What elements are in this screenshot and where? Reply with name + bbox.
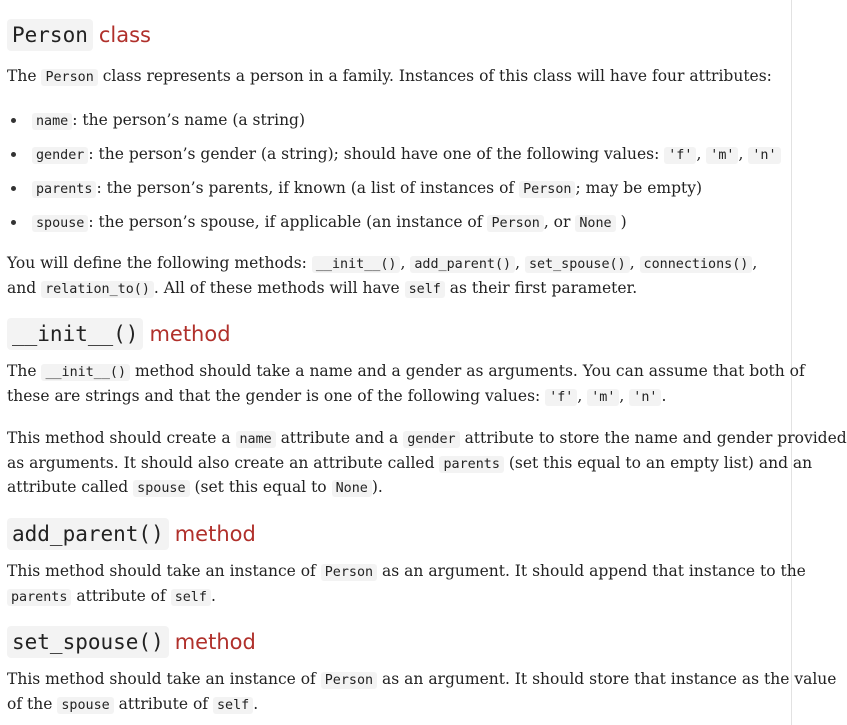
init-paragraph-2: This method should create a name attribute and a gender attribute to store the name and gender provided as arguments. It should also create an attribute called parents (set this equal to an empty list) and an attribute called spouse (set this equal to None ). (7, 429, 847, 496)
methods-paragraph: You will define the following methods: __init__() , add_parent() , set_spouse() , connections() , and relation_to() . All of these methods will have self as their first parameter. (7, 254, 758, 297)
list-item: parents : the person’s parents, if known (a list of instances of Person ; may be empty) (7, 174, 781, 208)
heading-word: method (174, 630, 256, 654)
list-item: spouse : the person’s spouse, if applicable (an instance of Person , or None ) (7, 208, 781, 242)
heading-code: __init__() (7, 318, 143, 350)
inline-code: gender (32, 147, 88, 164)
inline-code: __init__() (41, 364, 130, 381)
inline-code: add_parent() (410, 256, 515, 273)
heading-word: method (149, 322, 231, 346)
inline-code: Person (321, 564, 377, 581)
init-paragraph-1: The __init__() method should take a name and a gender as arguments. You can assume that both of these are strings and that the gender is one of the following values: 'f' , 'm' , 'n' . (7, 362, 805, 405)
inline-code: spouse (57, 697, 113, 714)
heading-code: set_spouse() (7, 626, 169, 658)
inline-code: 'f' (545, 389, 577, 406)
inline-code: None (575, 215, 615, 232)
inline-code: Person (519, 181, 575, 198)
inline-code: 'n' (629, 389, 661, 406)
inline-code: parents (32, 181, 96, 198)
inline-code: set_spouse() (525, 256, 630, 273)
inline-code: 'm' (587, 389, 619, 406)
bullet-icon (11, 152, 16, 157)
bullet-icon (11, 186, 16, 191)
inline-code: 'm' (706, 147, 738, 164)
inline-code: __init__() (312, 256, 401, 273)
inline-code: self (171, 589, 211, 606)
heading-word: method (174, 522, 256, 546)
inline-code: parents (439, 456, 503, 473)
inline-code: name (32, 113, 72, 130)
inline-code: parents (7, 589, 71, 606)
inline-code: spouse (32, 215, 88, 232)
inline-code: 'f' (664, 147, 696, 164)
inline-code: relation_to() (41, 281, 154, 298)
list-item: name : the person’s name (a string) (7, 106, 781, 140)
inline-code: spouse (133, 480, 189, 497)
inline-code: self (405, 281, 445, 298)
inline-code: Person (487, 215, 543, 232)
heading-code: Person (7, 19, 93, 51)
inline-code: 'n' (748, 147, 780, 164)
inline-code: self (213, 697, 253, 714)
heading-code: add_parent() (7, 518, 169, 550)
attribute-list (7, 106, 781, 242)
init-method-heading (7, 317, 231, 351)
heading-word: class (98, 23, 151, 47)
bullet-icon (11, 118, 16, 123)
set-spouse-paragraph: This method should take an instance of Person as an argument. It should store that instance as the value of the spouse attribute of self . (7, 670, 837, 713)
add-parent-paragraph: This method should take an instance of Person as an argument. It should append that instance to the parents attribute of self . (7, 562, 806, 605)
list-item: gender : the person’s gender (a string); should have one of the following values: 'f' , 'm' , 'n' (7, 140, 781, 174)
inline-code: None (332, 480, 372, 497)
inline-code: name (236, 431, 276, 448)
inline-code: Person (41, 69, 97, 86)
inline-code: connections() (640, 256, 753, 273)
person-class-heading (7, 18, 151, 52)
person-intro-paragraph: The Person class represents a person in a family. Instances of this class will have four attributes: (7, 67, 772, 85)
set-spouse-method-heading (7, 625, 256, 659)
inline-code: Person (321, 672, 377, 689)
inline-code: gender (403, 431, 459, 448)
bullet-icon (11, 220, 16, 225)
add-parent-method-heading (7, 517, 256, 551)
